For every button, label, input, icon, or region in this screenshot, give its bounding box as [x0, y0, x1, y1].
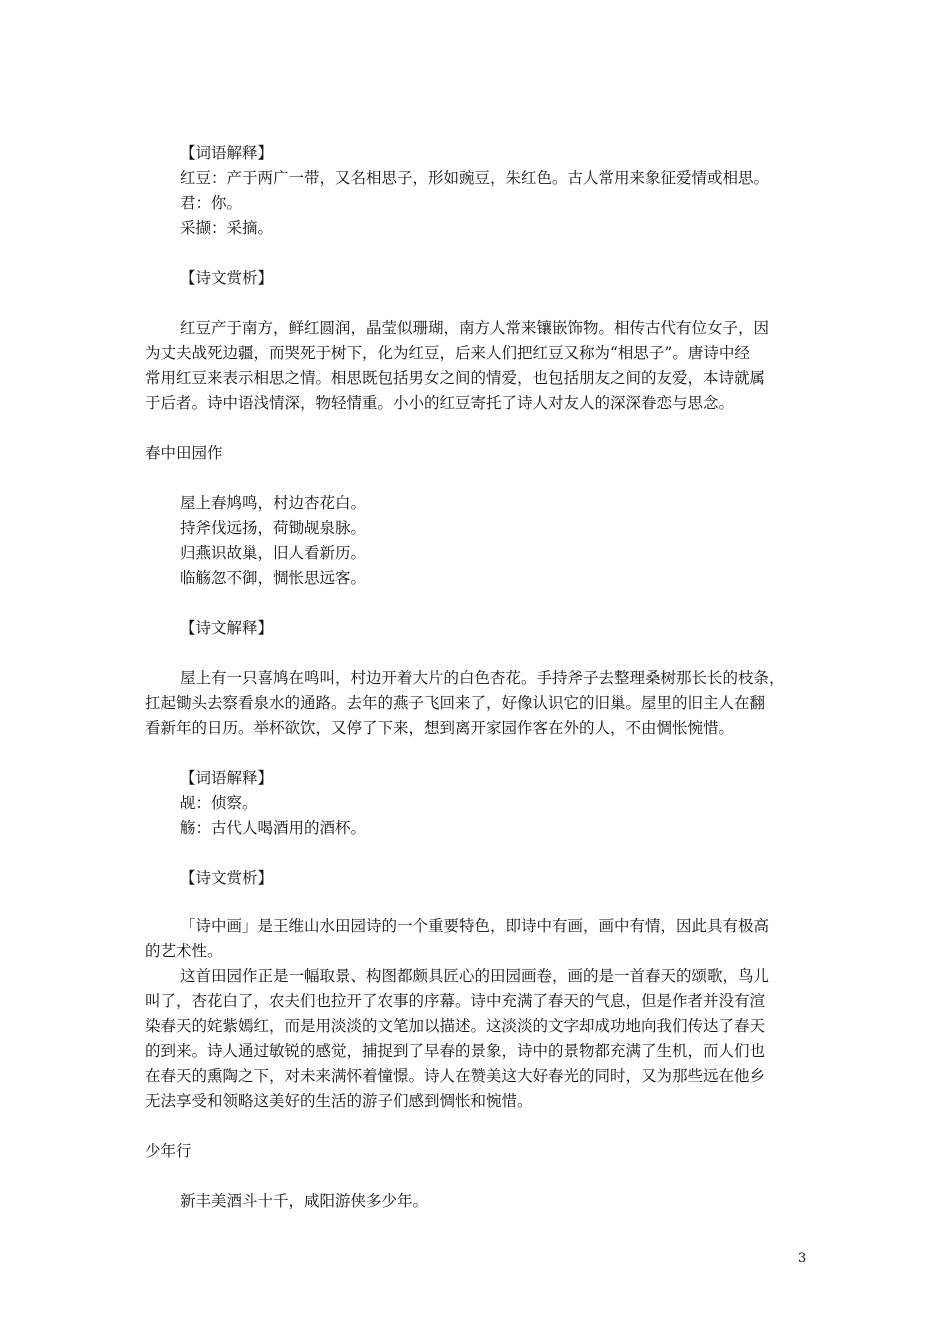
glossary-item: 红豆：产于两广一带，又名相思子，形如豌豆，朱红色。古人常用来象征爱情或相思。	[180, 169, 770, 187]
poem-verse: 新丰美酒斗十千，咸阳游侠多少年。	[180, 1192, 429, 1210]
poem-verse: 持斧伐远扬，荷锄觇泉脉。	[180, 519, 367, 537]
poem-verse: 临觞忽不御，惆怅思远客。	[180, 569, 367, 587]
glossary-item: 君：你。	[180, 194, 243, 212]
paragraph-line: 叫了，杏花白了，农夫们也拉开了农事的序幕。诗中充满了春天的气息，但是作者并没有渲	[145, 992, 766, 1010]
poem-title: 春中田园作	[145, 444, 223, 462]
paragraph-line: 屋上有一只喜鸠在鸣叫，村边开着大片的白色杏花。手持斧子去整理桑树那长长的枝条，	[180, 669, 785, 687]
glossary-item: 觞：古代人喝酒用的酒杯。	[180, 819, 367, 837]
poem-verse: 屋上春鸠鸣，村边杏花白。	[180, 494, 367, 512]
glossary-heading: 【词语解释】	[180, 144, 274, 162]
paragraph-line: 在春天的熏陶之下，对未来满怀着憧憬。诗人在赞美这大好春光的同时，又为那些远在他乡	[145, 1067, 766, 1085]
glossary-item: 觇：侦察。	[180, 794, 258, 812]
paragraph-line: 「诗中画」是王维山水田园诗的一个重要特色，即诗中有画，画中有情，因此具有极高	[180, 917, 770, 935]
paragraph-line: 染春天的姹紫嫣红，而是用淡淡的文笔加以描述。这淡淡的文字却成功地向我们传达了春天	[145, 1017, 766, 1035]
paragraph-line: 常用红豆来表示相思之情。相思既包括男女之间的情爱，也包括朋友之间的友爱，本诗就属	[145, 369, 766, 387]
explanation-heading: 【诗文解释】	[180, 619, 274, 637]
glossary-item: 采撷：采摘。	[180, 219, 274, 237]
poem-title: 少年行	[145, 1142, 192, 1160]
appreciation-heading: 【诗文赏析】	[180, 269, 274, 287]
page-number: 3	[798, 1251, 807, 1266]
paragraph-line: 红豆产于南方，鲜红圆润，晶莹似珊瑚，南方人常来镶嵌饰物。相传古代有位女子，因	[180, 319, 770, 337]
paragraph-line: 的到来。诗人通过敏锐的感觉，捕捉到了早春的景象，诗中的景物都充满了生机，而人们也	[145, 1042, 766, 1060]
poem-verse: 归燕识故巢，旧人看新历。	[180, 544, 367, 562]
glossary-heading: 【词语解释】	[180, 769, 274, 787]
paragraph-line: 于后者。诗中语浅情深，物轻情重。小小的红豆寄托了诗人对友人的深深眷恋与思念。	[145, 394, 735, 412]
paragraph-line: 无法享受和领略这美好的生活的游子们感到惆怅和惋惜。	[145, 1092, 533, 1110]
paragraph-line: 看新年的日历。举杯欲饮，又停了下来，想到离开家园作客在外的人，不由惆怅惋惜。	[145, 719, 735, 737]
paragraph-line: 的艺术性。	[145, 942, 223, 960]
paragraph-line: 扛起锄头去察看泉水的通路。去年的燕子飞回来了，好像认识它的旧巢。屋里的旧主人在翻	[145, 694, 766, 712]
appreciation-heading: 【诗文赏析】	[180, 869, 274, 887]
paragraph-line: 为丈夫战死边疆，而哭死于树下，化为红豆，后来人们把红豆又称为“相思子”。唐诗中经	[145, 344, 750, 362]
paragraph-line: 这首田园作正是一幅取景、构图都颇具匠心的田园画卷，画的是一首春天的颂歌，鸟儿	[180, 967, 770, 985]
